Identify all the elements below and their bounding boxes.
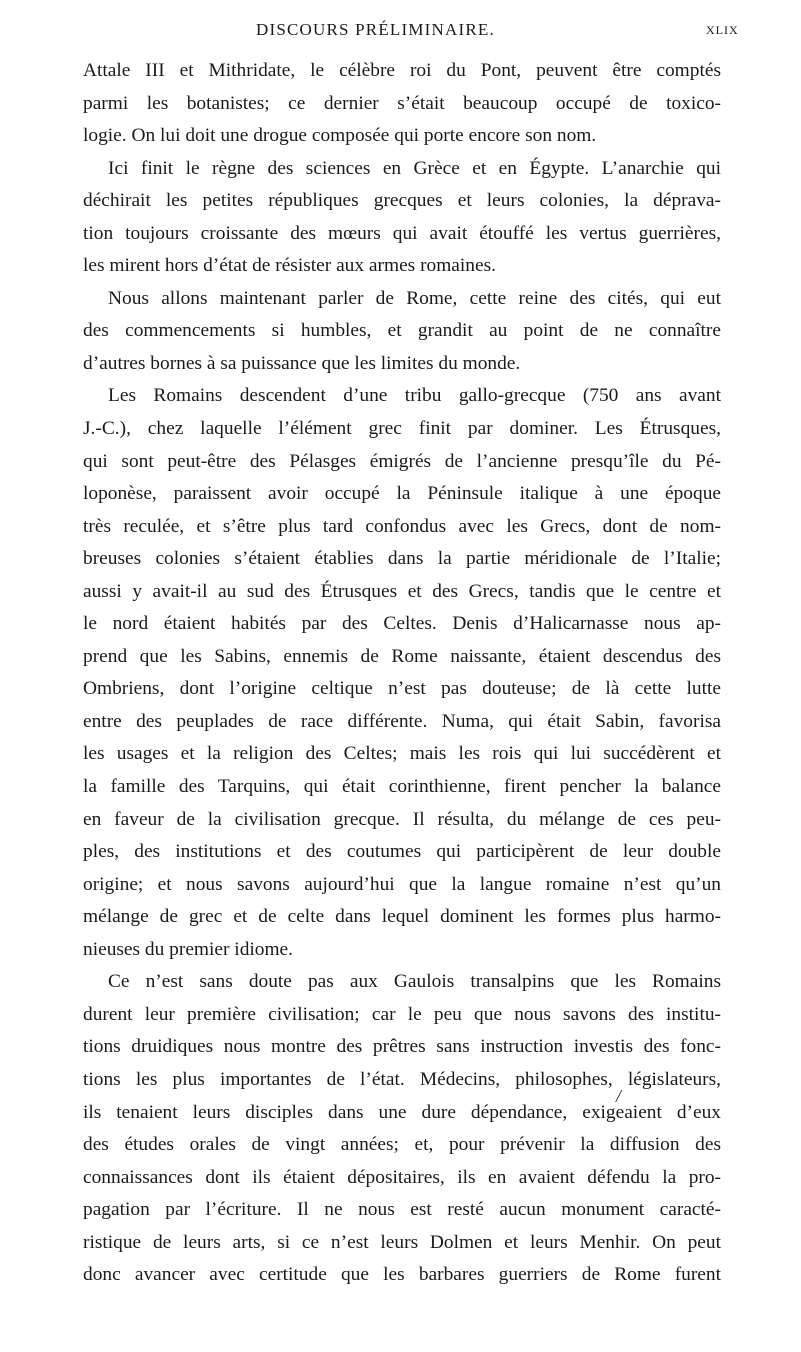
text-line: entre des peuplades de race différente. Numa, qui était Sabin, favorisa xyxy=(83,710,721,732)
text-line: donc avancer avec certitude que les barbares guerriers de Rome furent xyxy=(83,1264,721,1286)
text-line: très reculée, et s’être plus tard confondus avec les Grecs, dont de nom- xyxy=(83,515,721,537)
text-line: loponèse, paraissent avoir occupé la Péninsule italique à une époque xyxy=(83,483,721,505)
text-line: ristique de leurs arts, si ce n’est leurs Dolmen et leurs Menhir. On peut xyxy=(83,1231,721,1253)
text-line: mélange de grec et de celte dans lequel dominent les formes plus harmo- xyxy=(83,906,721,928)
text-line: breuses colonies s’étaient établies dans la partie méridionale de l’Italie; xyxy=(83,548,721,570)
text-line: tions les plus importantes de l’état. Médecins, philosophes, législateurs, xyxy=(83,1068,721,1090)
text-line: Les Romains descendent d’une tribu gallo-grecque (750 ans avant xyxy=(108,385,721,407)
text-line: nieuses du premier idiome. xyxy=(83,938,294,960)
text-line: les usages et la religion des Celtes; mais les rois qui lui succédèrent et xyxy=(83,743,721,765)
text-line: la famille des Tarquins, qui était corinthienne, firent pencher la balance xyxy=(83,776,721,798)
text-line: prend que les Sabins, ennemis de Rome naissante, étaient descendus des xyxy=(83,645,721,667)
text-line: logie. On lui doit une drogue composée qui porte encore son nom. xyxy=(83,125,597,147)
text-line: parmi les botanistes; ce dernier s’était beaucoup occupé de toxico- xyxy=(83,92,721,114)
signature-mark: / xyxy=(616,1086,622,1106)
text-line: les mirent hors d’état de résister aux armes romaines. xyxy=(83,255,496,277)
text-line: des commencements si humbles, et grandit au point de ne connaître xyxy=(83,320,721,342)
text-line: aussi y avait-il au sud des Étrusques et des Grecs, tandis que le centre et xyxy=(83,580,721,602)
text-line: Ombriens, dont l’origine celtique n’est pas douteuse; de là cette lutte xyxy=(83,678,721,700)
body-text xyxy=(83,55,721,1292)
text-line: d’autres bornes à sa puissance que les limites du monde. xyxy=(83,352,521,374)
text-line: déchirait les petites républiques grecques et leurs colonies, la déprava- xyxy=(83,190,721,212)
text-line: connaissances dont ils étaient dépositaires, ils en avaient défendu la pro- xyxy=(83,1166,721,1188)
text-line: des études orales de vingt années; et, pour prévenir la diffusion des xyxy=(83,1134,721,1156)
text-line: tion toujours croissante des mœurs qui avait étouffé les vertus guerrières, xyxy=(83,222,721,244)
text-line: Ici finit le règne des sciences en Grèce et en Égypte. L’anarchie qui xyxy=(108,157,721,179)
text-line: Attale III et Mithridate, le célèbre roi du Pont, peuvent être comptés xyxy=(83,60,721,81)
text-line: le nord étaient habités par des Celtes. Denis d’Halicarnasse nous ap- xyxy=(83,613,721,635)
text-line: origine; et nous savons aujourd’hui que la langue romaine n’est qu’un xyxy=(83,873,721,895)
text-line: tions druidiques nous montre des prêtres sans instruction investis des fonc- xyxy=(83,1036,721,1058)
text-line: Ce n’est sans doute pas aux Gaulois transalpins que les Romains xyxy=(108,971,721,993)
text-line: en faveur de la civilisation grecque. Il résulta, du mélange de ces peu- xyxy=(83,808,721,830)
running-head xyxy=(0,20,801,48)
text-line: qui sont peut-être des Pélasges émigrés de l’ancienne presqu’île du Pé- xyxy=(83,450,721,472)
text-line: ples, des institutions et des coutumes qui participèrent de leur double xyxy=(83,841,721,863)
text-line: durent leur première civilisation; car le peu que nous savons des institu- xyxy=(83,1003,721,1025)
page-number: XLIX xyxy=(706,23,739,37)
text-line: ils tenaient leurs disciples dans une dure dépendance, exigeaient d’eux xyxy=(83,1101,721,1123)
text-line: Nous allons maintenant parler de Rome, cette reine des cités, qui eut xyxy=(108,287,721,309)
text-line: J.-C.), chez laquelle l’élément grec finit par dominer. Les Étrusques, xyxy=(83,418,721,440)
running-title: DISCOURS PRÉLIMINAIRE. xyxy=(256,20,495,39)
text-line: pagation par l’écriture. Il ne nous est resté aucun monument caracté- xyxy=(83,1199,721,1221)
